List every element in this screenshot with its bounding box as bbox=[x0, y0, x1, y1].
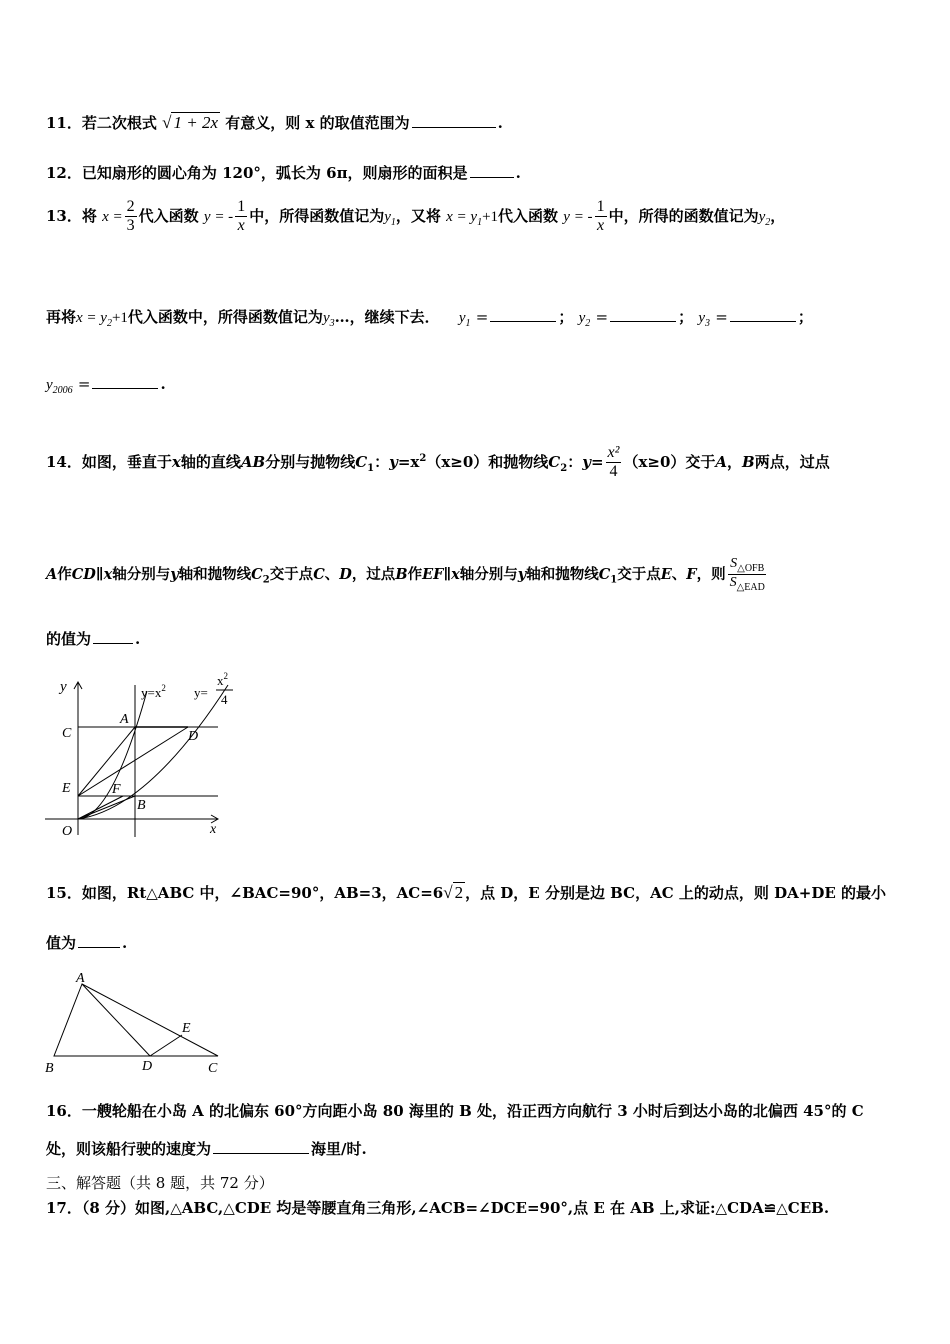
answer-blank[interactable] bbox=[93, 629, 133, 644]
q13-word: 中，所得的函数值记为 bbox=[608, 206, 759, 225]
var-y: y bbox=[698, 310, 705, 326]
math-y-eq: y = - bbox=[563, 208, 593, 225]
answer-blank-y3[interactable] bbox=[730, 307, 796, 322]
math-text: +1 bbox=[482, 208, 499, 225]
q14-word: ，则 bbox=[696, 565, 726, 583]
q13-word: 中，所得函数值记为 bbox=[249, 206, 385, 225]
q13-word: ，又将 bbox=[395, 206, 441, 225]
math-y3 bbox=[698, 310, 710, 329]
answer-blank-y2006[interactable] bbox=[92, 374, 158, 389]
q13-word: 代入函数 bbox=[498, 206, 559, 225]
answer-blank[interactable] bbox=[213, 1139, 309, 1154]
math-text: x = y bbox=[76, 310, 107, 326]
answer-blank-y1[interactable] bbox=[490, 307, 556, 322]
subscript: 2 bbox=[585, 318, 591, 329]
equals: = bbox=[590, 452, 604, 471]
var-c: C bbox=[598, 565, 611, 583]
math-y-eq: y = - bbox=[203, 208, 234, 225]
q16-text: 一艘轮船在小岛 A 的北偏东 60°方向距小岛 80 海里的 B 处，沿正西方向航行 3 小时后到达小岛的北偏西 45°的 C bbox=[81, 1102, 864, 1120]
var-b: B bbox=[395, 565, 408, 583]
q13-word: 代入函数中，所得函数值记为 bbox=[127, 308, 323, 326]
answer-blank[interactable] bbox=[412, 113, 496, 128]
var-ef: EF bbox=[422, 565, 444, 583]
subscript: 2 bbox=[262, 574, 270, 586]
fraction-2-3 bbox=[125, 198, 137, 236]
section-heading bbox=[46, 1172, 274, 1193]
answer-blank[interactable] bbox=[78, 933, 120, 948]
label-x: x bbox=[210, 822, 217, 837]
equals: = bbox=[77, 375, 91, 393]
segment-ob bbox=[78, 796, 135, 819]
label-curve-c2-den: 4 bbox=[221, 692, 228, 707]
label-c: C bbox=[208, 1061, 218, 1076]
var-c: C bbox=[548, 452, 561, 471]
q13-word: …，继续下去． bbox=[334, 308, 440, 326]
period: . bbox=[135, 630, 141, 648]
math-text: x = y bbox=[446, 208, 478, 225]
label-c: C bbox=[62, 726, 72, 741]
q14-word: 交于点 bbox=[269, 565, 314, 583]
var-ab: AB bbox=[240, 452, 266, 471]
comma: ， bbox=[727, 452, 743, 471]
subscript: △EAD bbox=[736, 582, 765, 594]
q15-word: 值为 bbox=[46, 934, 77, 952]
semicolon: ； bbox=[558, 308, 574, 326]
superscript: 2 bbox=[223, 671, 228, 681]
colon: ： bbox=[567, 452, 583, 471]
q15-text-pre: 如图，Rt△ABC 中，∠BAC=90°，AB=3，AC=6 bbox=[81, 884, 444, 902]
var-a: A bbox=[715, 452, 728, 471]
subscript: 2 bbox=[560, 462, 568, 474]
sqrt-expression: √ 2 bbox=[443, 883, 464, 902]
label-e: E bbox=[62, 781, 71, 796]
var-y: y bbox=[582, 452, 591, 471]
period: . bbox=[122, 934, 128, 952]
question-14: 14．如图，垂直于x轴的直线AB分别与抛物线$C_1$：$y=x^2(x\ge 0)$和抛物线$C_2$：y= $\frac{\text{x²}}{4}$ （x≥0）交于A，B两点，过点 bbox=[46, 444, 830, 481]
fraction-area-ratio bbox=[728, 556, 767, 594]
question-number: 13． bbox=[46, 206, 82, 225]
subscript: △OFB bbox=[737, 562, 765, 574]
segment-ad bbox=[82, 984, 150, 1056]
q15-text-post: ，点 D，E 分别是边 BC，AC 上的动点，则 DA+DE 的最小 bbox=[465, 884, 886, 902]
sqrt-expression: √ 1 + 2x bbox=[162, 113, 218, 132]
math-y2006 bbox=[46, 377, 73, 396]
q17-text: （8 分）如图,△ABC,△CDE 均是等腰直角三角形,∠ACB=∠DCE=90°,点 E 在 AB 上,求证:△CDA≌△CEB. bbox=[81, 1199, 830, 1217]
frac-num: 1 bbox=[235, 198, 247, 217]
frac-den: 4 bbox=[609, 463, 618, 481]
question-13-line-3 bbox=[46, 374, 166, 396]
answer-blank-y2[interactable] bbox=[610, 307, 676, 322]
segment-of bbox=[78, 796, 123, 819]
q16-word: 海里/时. bbox=[311, 1140, 367, 1158]
subscript: 1 bbox=[610, 574, 618, 586]
subscript: 1 bbox=[477, 216, 483, 228]
var-x: x bbox=[171, 452, 181, 471]
answer-blank[interactable] bbox=[470, 163, 514, 178]
figure-triangle bbox=[40, 968, 240, 1078]
equals: = bbox=[475, 308, 489, 326]
q14-word: 交于点 bbox=[617, 565, 661, 583]
superscript: 2 bbox=[161, 683, 166, 693]
math-y2 bbox=[578, 310, 591, 329]
math-y1 bbox=[458, 310, 471, 329]
label-o: O bbox=[62, 824, 73, 839]
q16-word: 处，则该船行驶的速度为 bbox=[46, 1140, 212, 1158]
var-x: x bbox=[451, 565, 460, 583]
var-b: B bbox=[742, 452, 755, 471]
frac-den: x bbox=[597, 217, 605, 235]
label-y: y bbox=[60, 679, 67, 695]
segment-ea bbox=[78, 727, 135, 796]
q14-word: （x≥0）和抛物线 bbox=[426, 452, 549, 471]
q13-word: 再将 bbox=[46, 308, 77, 326]
subscript: 1 bbox=[465, 318, 471, 329]
var-d: D bbox=[339, 565, 352, 583]
q13-word: 代入函数 bbox=[138, 206, 199, 225]
subscript: 3 bbox=[329, 318, 335, 329]
question-number: 11． bbox=[46, 114, 82, 132]
var-y: y bbox=[758, 208, 766, 225]
radicand: 2 bbox=[454, 883, 464, 902]
question-12 bbox=[46, 162, 521, 183]
equals: = bbox=[595, 308, 609, 326]
label-d: D bbox=[188, 729, 199, 744]
dun: 、 bbox=[671, 565, 687, 583]
math-text: +1 bbox=[111, 310, 128, 326]
dun: 、 bbox=[324, 565, 340, 583]
colon: ： bbox=[374, 452, 390, 471]
var-s: S bbox=[730, 556, 738, 571]
var-y: y bbox=[170, 565, 179, 583]
curve-c1-text: y=x bbox=[141, 685, 162, 700]
fraction-1-x bbox=[595, 198, 607, 236]
q14-word: 作 bbox=[57, 565, 72, 583]
subscript: 1 bbox=[367, 462, 375, 474]
subscript: 1 bbox=[390, 216, 396, 228]
period: . bbox=[497, 114, 503, 132]
var-y: y bbox=[384, 208, 391, 225]
section-title: 三、解答题（共 8 题，共 72 分） bbox=[46, 1174, 274, 1192]
q11-text-pre: 若二次根式 bbox=[81, 114, 157, 132]
label-f: F bbox=[112, 782, 121, 797]
label-d: D bbox=[142, 1059, 153, 1074]
frac-den: 3 bbox=[126, 217, 135, 235]
question-number: 14． bbox=[46, 452, 82, 471]
var-a: A bbox=[46, 565, 58, 583]
math-x-eq-y1-plus-1 bbox=[446, 208, 499, 228]
parallel: ∥ bbox=[95, 565, 104, 583]
q14-word: 轴和抛物线 bbox=[526, 565, 599, 583]
question-number: 16． bbox=[46, 1102, 82, 1120]
question-13 bbox=[46, 198, 785, 236]
q14-word: 的值为 bbox=[46, 630, 92, 648]
question-14-line-2 bbox=[46, 556, 769, 594]
frac-num: x² bbox=[606, 444, 622, 463]
q14-math: =x bbox=[397, 452, 420, 471]
var-c: C bbox=[251, 565, 263, 583]
q14-word: 轴分别与 bbox=[112, 565, 171, 583]
q14-word: 分别与抛物线 bbox=[265, 452, 356, 471]
q14-word: 作 bbox=[407, 565, 423, 583]
label-curve-c1 bbox=[141, 683, 166, 700]
q13-word: 将 bbox=[81, 206, 97, 225]
frac-den: x bbox=[237, 217, 245, 235]
frac-den bbox=[728, 575, 767, 593]
math-y2 bbox=[758, 208, 771, 228]
period: . bbox=[160, 375, 166, 393]
question-17 bbox=[46, 1197, 829, 1218]
equals: = bbox=[715, 308, 728, 326]
curve-c2 bbox=[78, 685, 228, 819]
q14-word: ，过点 bbox=[351, 565, 396, 583]
var-s: S bbox=[729, 575, 737, 591]
label-curve-c2-prefix: y= bbox=[194, 685, 208, 700]
fraction-1-x bbox=[235, 198, 247, 236]
figure-parabolas bbox=[40, 665, 240, 845]
math-y3 bbox=[322, 310, 335, 329]
math-x-eq-y2-plus-1 bbox=[76, 310, 128, 329]
semicolon: ； bbox=[678, 308, 694, 326]
var-x: x bbox=[103, 565, 113, 583]
question-number: 17． bbox=[46, 1199, 82, 1217]
var-y: y bbox=[517, 565, 527, 583]
label-curve-c2-num bbox=[217, 671, 228, 688]
question-15-line-2 bbox=[46, 932, 127, 953]
var-e: E bbox=[660, 565, 672, 583]
var-c: C bbox=[355, 452, 368, 471]
question-14-line-3 bbox=[46, 628, 140, 649]
q14-word: 轴和抛物线 bbox=[178, 565, 252, 583]
var-f: F bbox=[686, 565, 697, 583]
q14-word: 轴分别与 bbox=[459, 565, 518, 583]
question-number: 12． bbox=[46, 164, 82, 182]
var-y: y bbox=[578, 310, 586, 326]
question-15 bbox=[46, 882, 886, 903]
subscript: 2006 bbox=[52, 385, 73, 396]
subscript: 2 bbox=[106, 318, 112, 329]
math-x-eq: x = bbox=[102, 208, 123, 225]
frac-num: 1 bbox=[595, 198, 607, 217]
math-y1 bbox=[384, 208, 396, 228]
semicolon: ； bbox=[797, 308, 813, 326]
period: . bbox=[515, 164, 521, 182]
label-a: A bbox=[120, 712, 129, 727]
subscript: 3 bbox=[705, 318, 710, 329]
frac-num: 2 bbox=[125, 198, 137, 217]
q11-text-post: 有意义，则 x 的取值范围为 bbox=[225, 114, 410, 132]
q14-word: 轴的直线 bbox=[180, 452, 241, 471]
fraction-x2-4 bbox=[606, 444, 622, 482]
parallel: ∥ bbox=[443, 565, 452, 583]
label-e: E bbox=[182, 1021, 191, 1036]
q12-text: 已知扇形的圆心角为 120°，弧长为 6π，则扇形的面积是 bbox=[81, 164, 468, 182]
segment-de bbox=[150, 1035, 182, 1056]
q14-word: 两点，过点 bbox=[754, 452, 830, 471]
var-cd: CD bbox=[71, 565, 96, 583]
label-b: B bbox=[137, 798, 146, 813]
comma: ， bbox=[770, 206, 786, 225]
var-y: y bbox=[46, 377, 53, 393]
triangle-abc bbox=[54, 984, 218, 1056]
question-number: 15． bbox=[46, 884, 82, 902]
radicand: 1 + 2x bbox=[173, 113, 218, 132]
q14-word: 如图，垂直于 bbox=[81, 452, 172, 471]
var-y: y bbox=[389, 452, 398, 471]
q14-word: （x≥0）交于 bbox=[623, 452, 716, 471]
question-13-line-2 bbox=[46, 306, 813, 329]
question-11 bbox=[46, 112, 503, 133]
subscript: 2 bbox=[765, 216, 771, 228]
var-y: y bbox=[322, 310, 330, 326]
label-b: B bbox=[45, 1061, 54, 1076]
frac-num bbox=[728, 556, 766, 575]
question-16 bbox=[46, 1100, 864, 1121]
var-c: C bbox=[313, 565, 325, 583]
curve-c2-num: x bbox=[217, 673, 224, 688]
label-a: A bbox=[76, 971, 85, 986]
var-y: y bbox=[458, 310, 466, 326]
question-16-line-2 bbox=[46, 1138, 367, 1159]
